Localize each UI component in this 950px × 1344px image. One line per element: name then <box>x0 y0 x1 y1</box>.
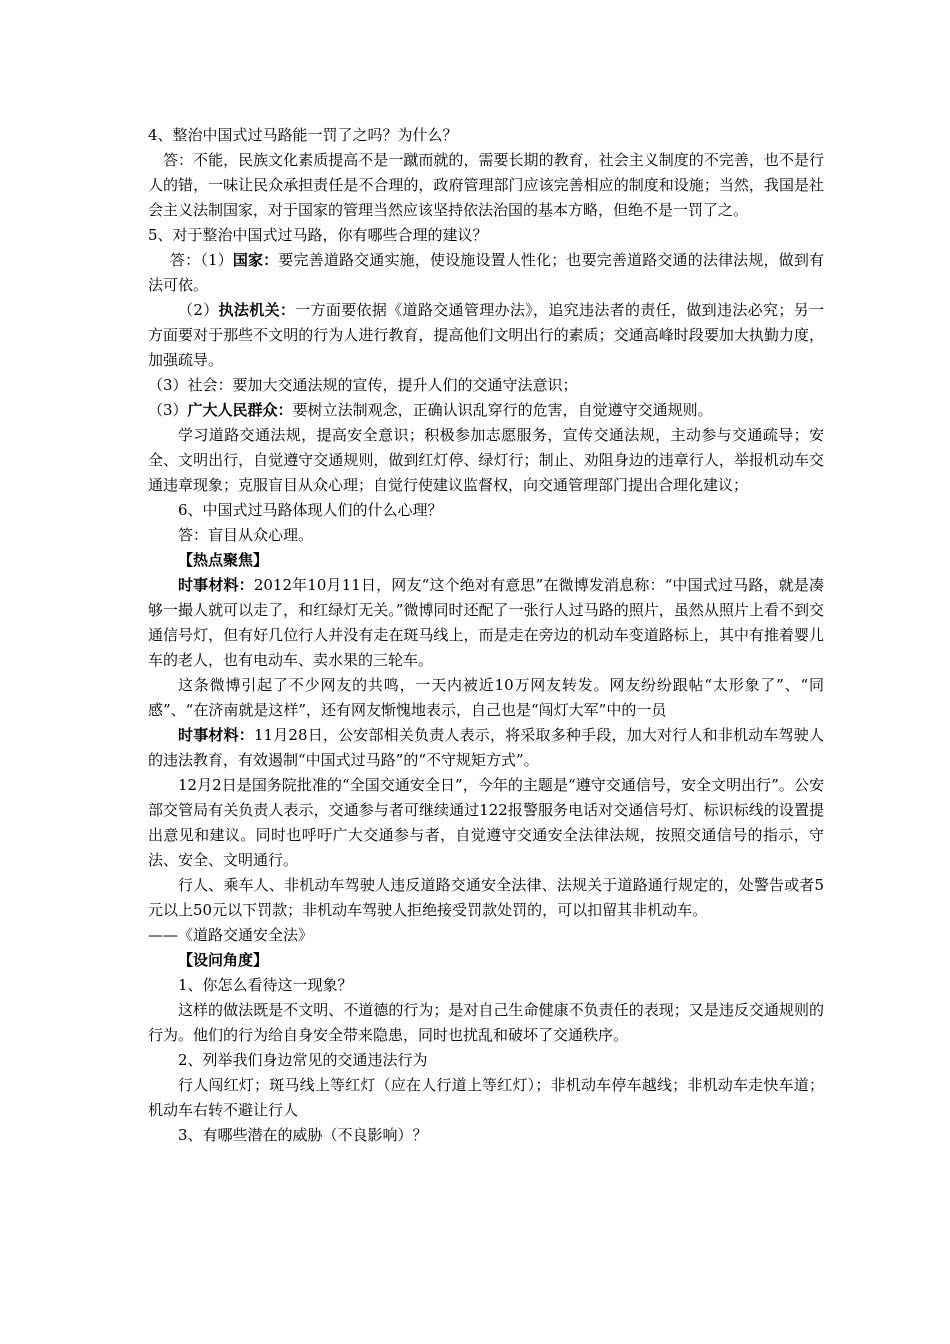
q5-answer-3: （3）社会：要加大交通法规的宣传，提升人们的交通守法意识； <box>148 376 578 394</box>
hotspot-material-2 <box>148 723 824 773</box>
q5-answer-1-text: 要完善道路交通实施，使设施设置人性化；也要完善道路交通的法律法规，做到有法可依。 <box>148 251 824 294</box>
hotspot-material-1-follow: 这条微博引起了不少网友的共鸣，一天内被近10万网友转发。网友纷纷跟帖“太形象了”、“同感”、“在济南就是这样”，还有网友惭愧地表示，自己也是“闯灯大军”中的一员 <box>148 676 824 719</box>
q5-answer-1 <box>148 248 824 298</box>
q5-answer-1-label: 国家： <box>232 251 279 269</box>
q5-answer-4-label: 广大人民群众： <box>187 401 293 419</box>
q5-question: 5、对于整治中国式过马路，你有哪些合理的建议？ <box>148 226 488 244</box>
hotspot-material-2-follow: 12月2日是国务院批准的“全国交通安全日”，今年的主题是“遵守交通信号，安全文明出行”。公安部交管局有关负责人表示，交通参与者可继续通过122报警服务电话对交通信号灯、标识标线的设置提出意见和建议。同时也呼吁广大交通参与者，自觉遵守交通安全法律法规，按照交通信号的指示，守法、安全、文明通行。 <box>148 776 824 869</box>
q6-question: 6、中国式过马路体现人们的什么心理？ <box>178 501 443 519</box>
hotspot-material-2-label: 时事材料： <box>178 726 254 744</box>
q5-answer-5: 学习道路交通法规，提高安全意识；积极参加志愿服务，宣传交通法规，主动参与交通疏导；安全、文明出行，自觉遵守交通规则，做到红灯停、绿灯行；制止、劝阻身边的违章行人，举报机动车交通违章现象；克服盲目从众心理；自觉行使建议监督权，向交通管理部门提出合理化建议； <box>148 426 824 494</box>
hotspot-law-source: ——《道路交通安全法》 <box>148 926 314 944</box>
q5-answer-4-text: 要树立法制观念，正确认识乱穿行的危害，自觉遵守交通规则。 <box>292 401 713 419</box>
angles-question-2: 2、列举我们身边常见的交通违法行为 <box>178 1051 428 1069</box>
hotspot-material-1-label: 时事材料： <box>178 576 254 594</box>
q5-answer-1-prefix: 答：（1） <box>170 251 233 269</box>
q5-answer-4 <box>148 398 824 423</box>
hotspot-material-1-text: 2012年10月11日，网友“这个绝对有意思”在微博发消息称：“中国式过马路，就是凑够一撮人就可以走了，和红绿灯无关。”微博同时还配了一张行人过马路的照片，虽然从照片上看不到交通信号灯，但有好几位行人并没有走在斑马线上，而是走在旁边的机动车变道路标上，其中有推着婴儿车的老人，也有电动车、卖水果的三轮车。 <box>148 576 824 669</box>
angles-answer-2: 行人闯红灯；斑马线上等红灯（应在人行道上等红灯）；非机动车停车越线；非机动车走快车道；机动车右转不避让行人 <box>148 1076 824 1119</box>
angles-answer-1: 这样的做法既是不文明、不道德的行为；是对自己生命健康不负责任的表现；又是违反交通规则的行为。他们的行为给自身安全带来隐患，同时也扰乱和破坏了交通秩序。 <box>148 1001 824 1044</box>
angles-question-1: 1、你怎么看待这一现象？ <box>178 976 353 994</box>
hotspot-law-text: 行人、乘车人、非机动车驾驶人违反道路交通安全法律、法规关于道路通行规定的，处警告或者5元以上50元以下罚款；非机动车驾驶人拒绝接受罚款处罚的，可以扣留其非机动车。 <box>148 876 824 919</box>
hotspot-heading: 【热点聚焦】 <box>178 551 269 569</box>
angles-heading: 【设问角度】 <box>178 951 269 969</box>
q5-answer-2-label: 执法机关： <box>218 301 296 319</box>
angles-question-3: 3、有哪些潜在的威胁（不良影响）？ <box>178 1126 428 1144</box>
q5-answer-2-prefix: （2） <box>178 301 219 319</box>
document-body <box>148 123 824 1148</box>
hotspot-material-1 <box>148 573 824 673</box>
hotspot-material-2-text: 11月28日，公安部相关负责人表示，将采取多种手段，加大对行人和非机动车驾驶人的违法教育，有效遏制“中国式过马路”的“不守规矩方式”。 <box>148 726 824 769</box>
q4-question: 4、整治中国式过马路能一罚了之吗？为什么？ <box>148 126 458 144</box>
q4-answer: 答：不能，民族文化素质提高不是一蹴而就的，需要长期的教育，社会主义制度的不完善，也不是行人的错，一味让民众承担责任是不合理的，政府管理部门应该完善相应的制度和设施；当然，我国是社会主义法制国家，对于国家的管理当然应该坚持依法治国的基本方略，但绝不是一罚了之。 <box>148 151 824 219</box>
q5-answer-4-prefix: （3） <box>148 401 188 419</box>
q5-answer-2-text: 一方面要依据《道路交通管理办法》，追究违法者的责任，做到违法必究；另一方面要对于那些不文明的行为人进行教育，提高他们文明出行的素质；交通高峰时段要加大执勤力度，加强疏导。 <box>148 301 824 369</box>
q5-answer-2 <box>148 298 824 373</box>
q6-answer: 答：盲目从众心理。 <box>178 526 314 544</box>
